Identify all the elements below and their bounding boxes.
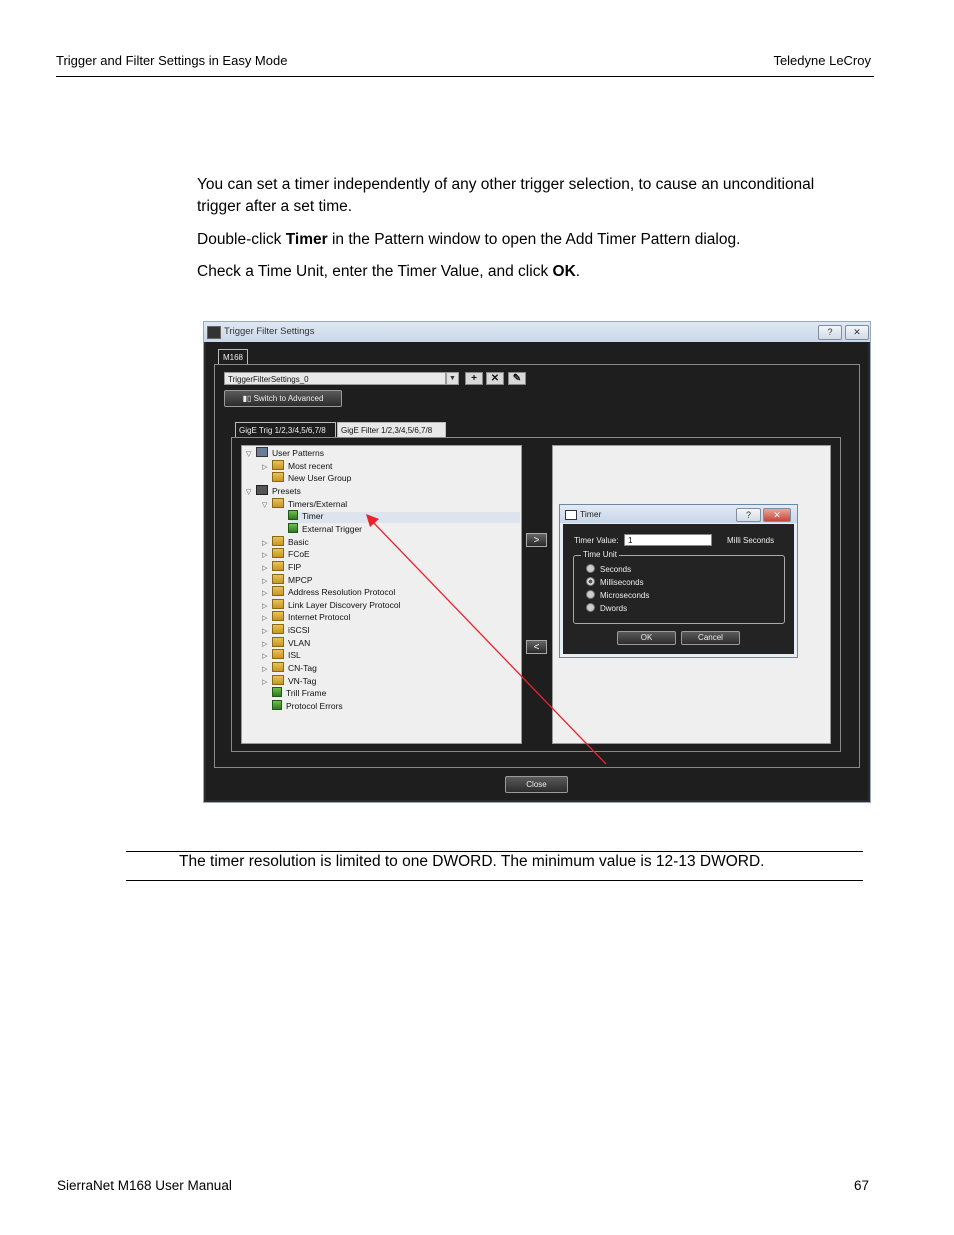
time-unit-title: Time Unit [583, 550, 617, 559]
expand-icon[interactable]: ▷ [262, 640, 268, 648]
note-text: The timer resolution is limited to one DWORD. The minimum value is 12-13 DWORD. [179, 853, 765, 870]
tree-item-label: Link Layer Discovery Protocol [288, 599, 401, 610]
tree-item-label: ISL [288, 650, 301, 661]
tree-item[interactable] [262, 536, 309, 548]
move-left-button[interactable]: < [526, 640, 547, 654]
folder-icon [272, 599, 284, 609]
collapse-icon[interactable]: ▽ [246, 488, 252, 496]
folder-icon [272, 637, 284, 647]
tree-item-label: Internet Protocol [288, 612, 351, 623]
text: . [575, 263, 581, 280]
settings-combo[interactable]: TriggerFilterSettings_0 [224, 372, 446, 385]
pattern-icon [288, 523, 298, 533]
folder-icon [272, 536, 284, 546]
tree-item-label: Trill Frame [286, 688, 327, 699]
bold-ok: OK [552, 263, 576, 280]
tree-item[interactable] [262, 700, 343, 712]
folder-icon [272, 561, 284, 571]
tree-item-label: FCoE [288, 549, 310, 560]
folder-icon [272, 472, 284, 482]
bold-timer: Timer [285, 231, 328, 248]
tree-item[interactable] [262, 624, 310, 636]
expand-icon[interactable]: ▷ [262, 577, 268, 585]
text: Check a Time Unit, enter the Timer Value, and click [197, 263, 553, 280]
timer-dialog-title: Timer [580, 509, 602, 519]
folder-icon [272, 649, 284, 659]
running-header-title: Trigger and Filter Settings in Easy Mode [56, 53, 288, 68]
expand-icon[interactable]: ▷ [262, 590, 268, 598]
switch-icon: ▮▯ [242, 394, 254, 403]
help-button[interactable]: ? [818, 325, 842, 340]
folder-icon [272, 574, 284, 584]
tab-m168[interactable]: M168 [218, 349, 248, 365]
expand-icon[interactable]: ▷ [262, 678, 268, 686]
tree-item[interactable] [278, 510, 323, 522]
expand-icon[interactable]: ▷ [262, 463, 268, 471]
tree-item-label: Presets [272, 485, 301, 496]
expand-icon[interactable]: ▷ [262, 615, 268, 623]
header-rule [56, 76, 874, 77]
tree-item[interactable] [262, 649, 301, 661]
add-icon[interactable]: + [465, 372, 483, 385]
tree-item-label: Most recent [288, 460, 333, 471]
expand-icon[interactable]: ▷ [262, 666, 268, 674]
tree-item[interactable] [262, 498, 347, 510]
tree-item[interactable] [262, 561, 301, 573]
radio-label: Microseconds [600, 591, 650, 600]
collapse-icon[interactable]: ▽ [262, 501, 268, 509]
delete-icon[interactable]: ✕ [486, 372, 504, 385]
radio-label: Seconds [600, 565, 632, 574]
radio-label: Dwords [600, 604, 628, 613]
tree-item[interactable] [246, 485, 301, 497]
user-icon [256, 447, 268, 457]
instruction-paragraph-2 [197, 261, 837, 283]
tree-item[interactable] [246, 447, 324, 459]
note-rule-bottom [126, 880, 863, 881]
tree-item-label: CN-Tag [288, 663, 317, 674]
pattern-icon [288, 510, 298, 520]
timer-value-input[interactable]: 1 [624, 534, 712, 546]
tree-item-label: Basic [288, 536, 309, 547]
expand-icon[interactable]: ▷ [262, 564, 268, 572]
window-title: Trigger Filter Settings [224, 326, 315, 337]
tree-item-label: Timers/External [288, 498, 348, 509]
tree-item-label: Address Resolution Protocol [288, 587, 396, 598]
tree-item[interactable] [262, 586, 395, 598]
footer-manual-title: SierraNet M168 User Manual [57, 1178, 232, 1193]
expand-icon[interactable]: ▷ [262, 602, 268, 610]
folder-icon [272, 548, 284, 558]
tree-item-label: Protocol Errors [286, 701, 343, 711]
expand-icon[interactable]: ▷ [262, 539, 268, 547]
cancel-button[interactable]: Cancel [681, 631, 740, 645]
tab-gige-filter[interactable]: GigE Filter 1/2,3/4,5/6,7/8 [337, 422, 446, 437]
running-header-company: Teledyne LeCroy [773, 53, 871, 68]
folder-icon [272, 624, 284, 634]
chevron-down-icon[interactable]: ▼ [446, 372, 459, 385]
folder-icon [272, 498, 284, 508]
tree-item[interactable] [278, 523, 362, 535]
tree-item[interactable] [262, 599, 400, 611]
trigger-filter-settings-window [203, 321, 871, 803]
tree-item[interactable] [262, 611, 350, 623]
collapse-icon[interactable]: ▽ [246, 451, 252, 458]
timer-value-label: Timer Value: [574, 536, 619, 545]
tree-item-label: iSCSI [288, 625, 310, 636]
text: Double-click [197, 231, 286, 248]
tab-gige-trig[interactable]: GigE Trig 1/2,3/4,5/6,7/8 [235, 422, 336, 437]
tree-item-label: FIP [288, 561, 302, 572]
dialog-help-button[interactable]: ? [736, 508, 761, 522]
ok-button[interactable]: OK [617, 631, 676, 645]
text: in the Pattern window to open the Add Timer Pattern dialog. [327, 231, 741, 248]
tree-item-label: Timer [302, 511, 324, 522]
tree-item-label: User Patterns [272, 448, 324, 458]
close-button[interactable]: Close [505, 776, 568, 793]
folder-icon [272, 675, 284, 685]
dialog-close-button[interactable]: ✕ [763, 508, 791, 522]
callout-arrow [204, 322, 872, 804]
folder-icon [272, 586, 284, 596]
tree-item-label: MPCP [288, 574, 313, 585]
intro-paragraph: You can set a timer independently of any other trigger selection, to cause an unconditional trigger after a set time. [197, 176, 815, 215]
switch-label: Switch to Advanced [253, 394, 324, 403]
pattern-icon [272, 687, 282, 697]
folder-icon [272, 611, 284, 621]
tree-item[interactable] [262, 548, 310, 560]
tree-item[interactable] [262, 662, 317, 674]
page-number: 67 [854, 1178, 870, 1193]
edit-icon[interactable]: ✎ [508, 372, 526, 385]
close-window-button[interactable]: ✕ [845, 325, 869, 340]
unit-label: Milli Seconds [727, 536, 775, 545]
tree-item-label: New User Group [288, 473, 352, 484]
expand-icon[interactable]: ▷ [262, 552, 268, 560]
expand-icon[interactable]: ▷ [262, 628, 268, 636]
move-right-button[interactable]: > [526, 533, 547, 547]
tree-item-label: VLAN [288, 637, 311, 648]
note-rule-top [126, 851, 863, 852]
radio-label: Milliseconds [600, 578, 644, 587]
folder-icon [272, 460, 284, 470]
tree-item-label: VN-Tag [288, 675, 317, 686]
pattern-icon [272, 700, 282, 710]
expand-icon[interactable]: ▷ [262, 653, 268, 661]
instruction-paragraph-1 [197, 229, 837, 251]
folder-icon [272, 662, 284, 672]
tree-item[interactable] [262, 574, 313, 586]
tree-item-label: External Trigger [302, 523, 362, 534]
tree-item[interactable] [262, 637, 310, 649]
tree-item[interactable] [262, 675, 316, 687]
tree-item[interactable] [262, 472, 351, 484]
tree-item[interactable] [262, 460, 332, 472]
tree-item[interactable] [262, 687, 326, 699]
list-icon [256, 485, 268, 495]
